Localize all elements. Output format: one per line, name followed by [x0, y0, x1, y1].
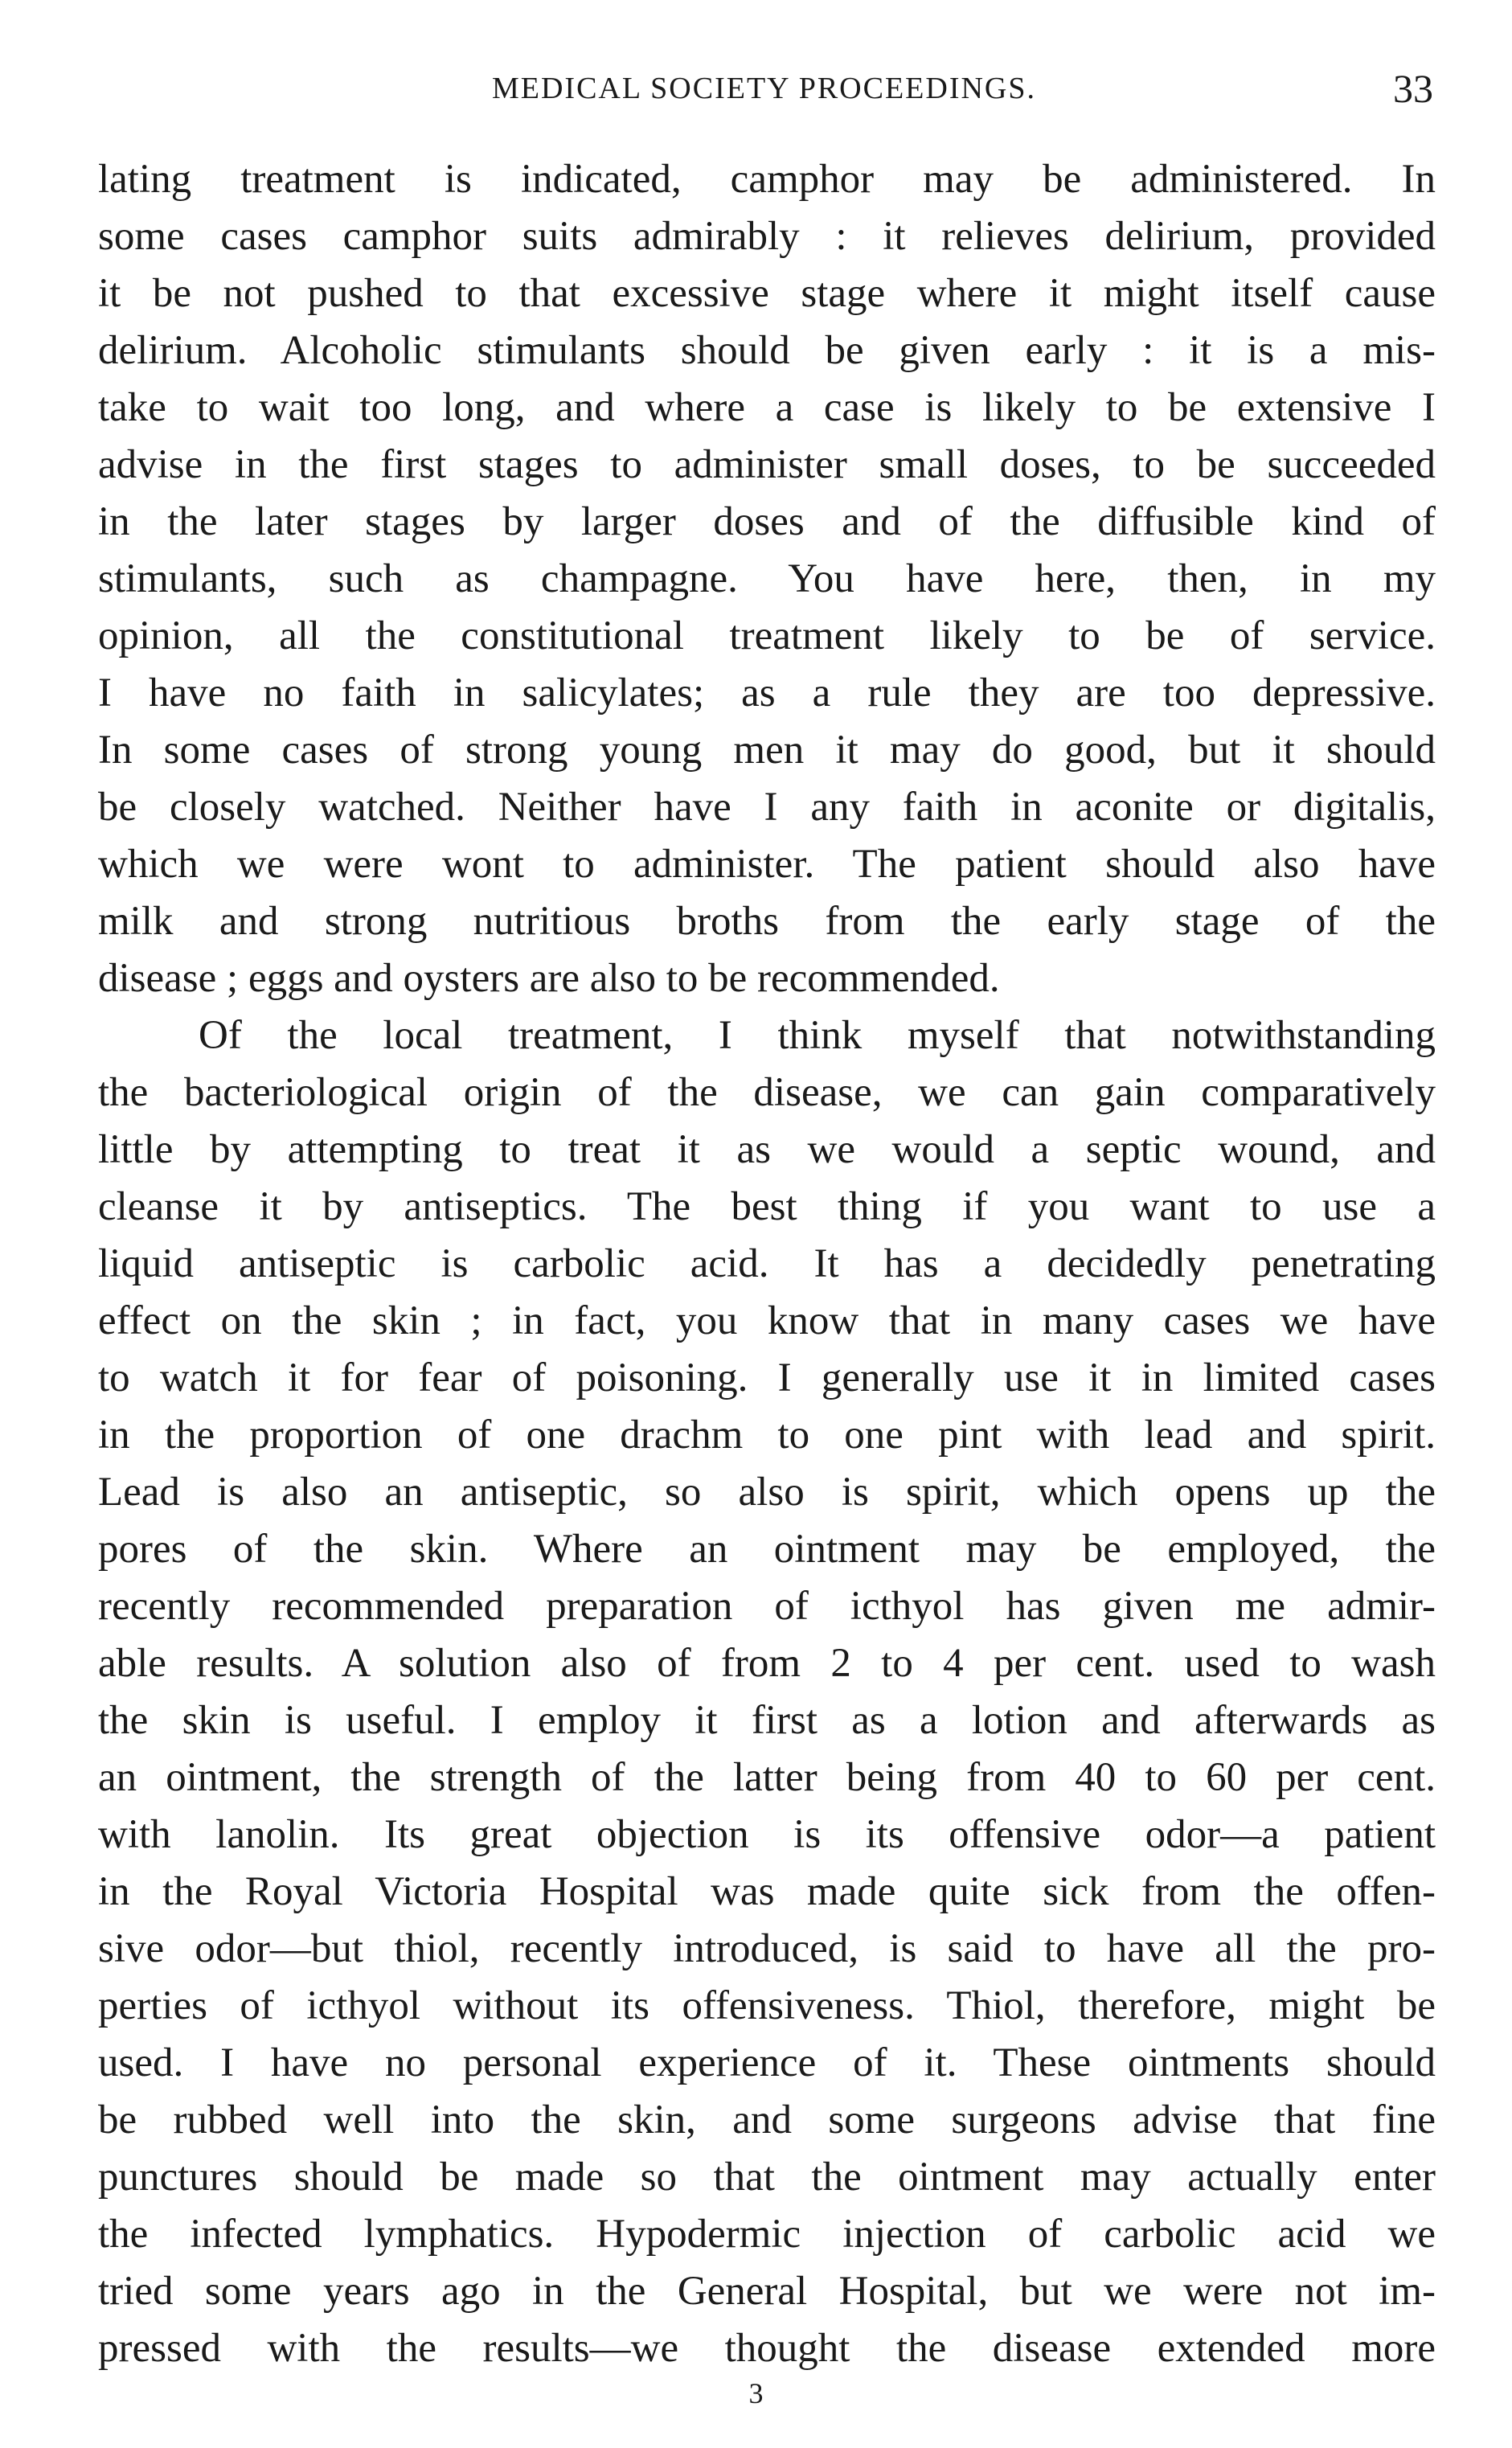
text-line: take to wait too long, and where a case is likely to be extensive I	[98, 385, 1436, 430]
text-line: to watch it for fear of poisoning. I generally use it in limited cases	[98, 1355, 1436, 1400]
text-line: little by attempting to treat it as we would a septic wound, and	[98, 1127, 1436, 1172]
text-line: I have no faith in salicylates; as a rule they are too depressive.	[98, 670, 1436, 716]
text-line: be closely watched. Neither have I any faith in aconite or digitalis,	[98, 785, 1436, 830]
text-line: it be not pushed to that excessive stage where it might itself cause	[98, 271, 1436, 316]
running-title: MEDICAL SOCIETY PROCEEDINGS.	[491, 72, 1037, 105]
text-line: sive odor—but thiol, recently introduced, is said to have all the pro-	[98, 1926, 1436, 1971]
text-line: punctures should be made so that the ointment may actually enter	[98, 2155, 1436, 2200]
text-line: in the later stages by larger doses and of the diffusible kind of	[98, 499, 1436, 544]
signature-mark: 3	[748, 2377, 764, 2409]
text-line: perties of icthyol without its offensiveness. Thiol, therefore, might be	[98, 1983, 1436, 2028]
text-line: stimulants, such as champagne. You have here, then, in my	[98, 556, 1436, 601]
paragraph-first-line: Of the local treatment, I think myself that notwithstanding	[199, 1013, 1436, 1058]
text-line: tried some years ago in the General Hospital, but we were not im-	[98, 2269, 1436, 2314]
text-line: effect on the skin ; in fact, you know that in many cases we have	[98, 1298, 1436, 1343]
page-number: 33	[1393, 66, 1433, 111]
paragraph-end-line: disease ; eggs and oysters are also to be recommended.	[98, 956, 1000, 1001]
text-line: lating treatment is indicated, camphor may be administered. In	[98, 157, 1436, 202]
text-line: used. I have no personal experience of it. These ointments should	[98, 2040, 1436, 2085]
text-line: able results. A solution also of from 2 to 4 per cent. used to wash	[98, 1641, 1436, 1686]
text-line: recently recommended preparation of icthyol has given me admir-	[98, 1584, 1436, 1629]
text-line: advise in the first stages to administer small doses, to be succeeded	[98, 442, 1436, 487]
text-line: an ointment, the strength of the latter being from 40 to 60 per cent.	[98, 1755, 1436, 1800]
text-line: pores of the skin. Where an ointment may be employed, the	[98, 1527, 1436, 1572]
text-line: which we were wont to administer. The patient should also have	[98, 842, 1436, 887]
text-line: with lanolin. Its great objection is its offensive odor—a patient	[98, 1812, 1436, 1857]
text-line: milk and strong nutritious broths from the early stage of the	[98, 899, 1436, 944]
text-line: the skin is useful. I employ it first as a lotion and afterwards as	[98, 1698, 1436, 1743]
text-line: be rubbed well into the skin, and some surgeons advise that fine	[98, 2097, 1436, 2143]
text-line: in the proportion of one drachm to one pint with lead and spirit.	[98, 1413, 1436, 1458]
body-text	[98, 151, 1436, 2377]
text-line: the bacteriological origin of the disease, we can gain comparatively	[98, 1070, 1436, 1115]
text-line: in the Royal Victoria Hospital was made quite sick from the offen-	[98, 1869, 1436, 1914]
text-line: liquid antiseptic is carbolic acid. It has a decidedly penetrating	[98, 1241, 1436, 1286]
text-line: delirium. Alcoholic stimulants should be given early : it is a mis-	[98, 328, 1436, 373]
text-line: the infected lymphatics. Hypodermic injection of carbolic acid we	[98, 2212, 1436, 2257]
text-line: cleanse it by antiseptics. The best thing if you want to use a	[98, 1184, 1436, 1229]
running-head	[95, 64, 1433, 121]
text-line: In some cases of strong young men it may do good, but it should	[98, 728, 1436, 773]
text-line: Lead is also an antiseptic, so also is spirit, which opens up the	[98, 1470, 1436, 1515]
text-line: opinion, all the constitutional treatment likely to be of service.	[98, 613, 1436, 658]
text-line: pressed with the results—we thought the disease extended more	[98, 2326, 1436, 2371]
text-line: some cases camphor suits admirably : it relieves delirium, provided	[98, 214, 1436, 259]
